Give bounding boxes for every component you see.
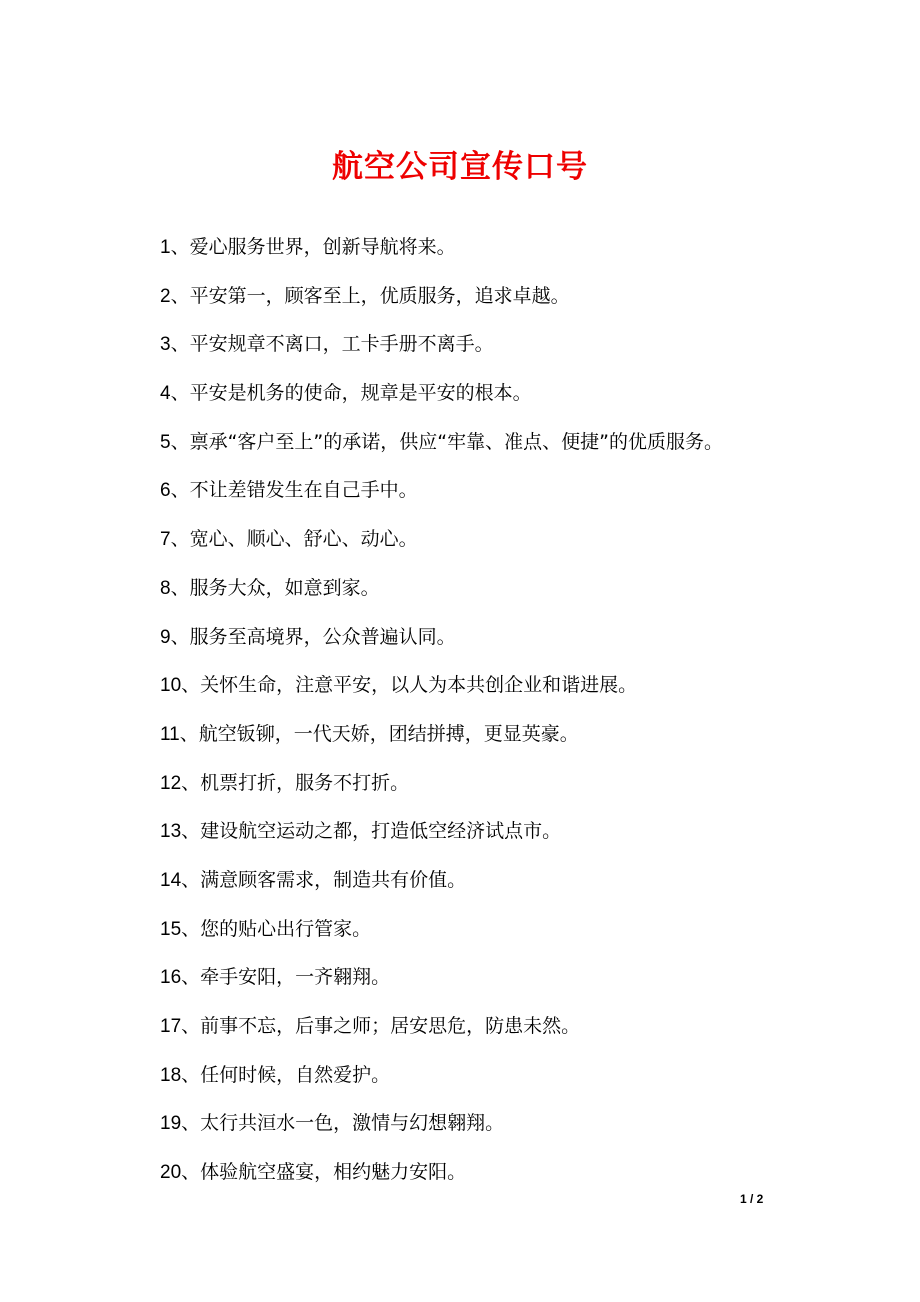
slogan-number: 3 bbox=[160, 334, 171, 356]
slogan-text: 、建设航空运动之都，打造低空经济试点市。 bbox=[181, 820, 562, 843]
slogan-number: 19 bbox=[160, 1113, 182, 1135]
slogan-text: 、太行共洹水一色，激情与幻想翱翔。 bbox=[181, 1112, 505, 1135]
slogan-number: 4 bbox=[160, 383, 171, 405]
slogan-item bbox=[160, 856, 860, 905]
slogan-item bbox=[160, 272, 860, 321]
slogan-text: 、不让差错发生在自己手中。 bbox=[170, 479, 418, 502]
slogan-number: 1 bbox=[160, 237, 171, 258]
slogan-text: 、航空钣铆，一代天娇，团结拼搏，更显英豪。 bbox=[179, 722, 579, 745]
document-title: 航空公司宣传口号 bbox=[332, 149, 588, 185]
slogan-number: 6 bbox=[160, 480, 171, 502]
slogan-number: 8 bbox=[160, 577, 171, 599]
slogan-number: 14 bbox=[160, 869, 182, 891]
slogan-text: 、平安是机务的使命，规章是平安的根本。 bbox=[170, 382, 532, 405]
slogan-text: 、牵手安阳，一齐翱翔。 bbox=[181, 966, 391, 989]
slogan-item bbox=[160, 759, 860, 808]
slogan-item bbox=[160, 1051, 860, 1100]
slogan-text: 、服务大众，如意到家。 bbox=[170, 576, 380, 599]
slogan-item bbox=[160, 1002, 860, 1051]
slogan-number: 5 bbox=[160, 431, 171, 453]
slogan-text: 、体验航空盛宴，相约魅力安阳。 bbox=[181, 1161, 467, 1184]
slogan-number: 20 bbox=[160, 1162, 182, 1184]
slogan-item bbox=[160, 564, 860, 613]
slogan-item bbox=[160, 905, 860, 954]
slogan-item bbox=[160, 661, 860, 710]
slogan-text: 、前事不忘，后事之师；居安思危，防患未然。 bbox=[181, 1015, 581, 1037]
slogan-text: 、机票打折，服务不打折。 bbox=[181, 771, 410, 794]
slogan-item bbox=[160, 223, 860, 272]
slogan-text: 、满意顾客需求，制造共有价值。 bbox=[181, 868, 467, 891]
slogan-number: 2 bbox=[160, 285, 171, 307]
slogan-number: 12 bbox=[160, 772, 182, 794]
slogan-text: 、宽心、顺心、舒心、动心。 bbox=[170, 528, 418, 551]
slogan-item bbox=[160, 418, 860, 467]
slogan-number: 9 bbox=[160, 626, 171, 648]
slogan-item bbox=[160, 320, 860, 369]
slogan-number: 17 bbox=[160, 1016, 182, 1037]
slogan-item bbox=[160, 953, 860, 1002]
slogan-number: 13 bbox=[160, 821, 182, 843]
page-number: 1 / 2 bbox=[740, 1192, 764, 1206]
slogan-number: 11 bbox=[160, 723, 180, 745]
slogan-item bbox=[160, 515, 860, 564]
slogan-text: 、爱心服务世界，创新导航将来。 bbox=[170, 236, 456, 258]
slogan-text: 、禀承“客户至上”的承诺，供应“牢靠、准点、便捷”的优质服务。 bbox=[170, 430, 723, 453]
slogan-item bbox=[160, 466, 860, 515]
slogan-number: 15 bbox=[160, 918, 182, 940]
slogan-item bbox=[160, 613, 860, 662]
slogan-number: 18 bbox=[160, 1064, 182, 1086]
slogan-text: 、平安规章不离口，工卡手册不离手。 bbox=[170, 333, 494, 356]
slogan-text: 、关怀生命，注意平安，以人为本共创企业和谐进展。 bbox=[181, 674, 638, 697]
slogan-number: 7 bbox=[160, 529, 171, 551]
slogan-item bbox=[160, 710, 860, 759]
slogan-item bbox=[160, 1099, 860, 1148]
slogan-number: 16 bbox=[160, 967, 182, 989]
slogan-text: 、平安第一，顾客至上，优质服务，追求卓越。 bbox=[170, 284, 570, 307]
slogan-item bbox=[160, 369, 860, 418]
slogan-item bbox=[160, 807, 860, 856]
slogan-text: 、您的贴心出行管家。 bbox=[181, 917, 372, 940]
slogan-number: 10 bbox=[160, 675, 182, 697]
slogan-text: 、任何时候，自然爱护。 bbox=[181, 1063, 391, 1086]
slogan-list bbox=[160, 223, 860, 1197]
slogan-text: 、服务至高境界，公众普遍认同。 bbox=[170, 625, 456, 648]
